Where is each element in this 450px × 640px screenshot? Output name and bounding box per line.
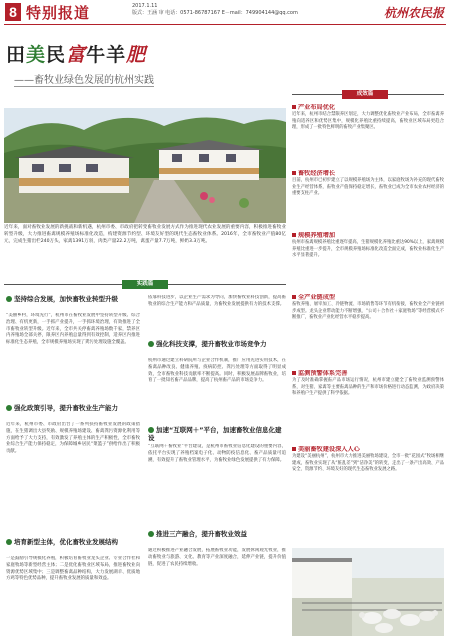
subheading-3: 培育新型主体，优化畜牧业发展结构 [6, 538, 140, 546]
subheading-4: 强化科技支撑，提升畜牧业市场竞争力 [148, 340, 286, 348]
article-body-3: 一是鼓励引导规模化养殖，积极培育畜牧业龙头企业、专业合作社和家庭牧场等新型经营主体；二是优化畜牧业区域布局，推进畜牧业向资源优势区域集中；三是调整畜禽品种结构，大力发展湖羊、优质地方鸡等特色优势品种，提升畜牧业发展的质量和效益。 [6, 556, 140, 582]
header-divider [4, 24, 446, 25]
results-title-2: 畜牧经济增长 [292, 170, 444, 178]
bullet-icon [148, 427, 154, 433]
results-section-3 [292, 232, 444, 290]
bullet-icon [6, 296, 12, 302]
results-banner-label: 成效篇 [342, 90, 388, 99]
results-section-5 [292, 370, 444, 440]
results-body-4: 畜牧养殖、屠宰加工、冷链物流、市场销售等环节有机衔接，畜牧业全产业链初步成型。龙头企业带动能力不断增强，“公司＋合作社＋家庭牧场”等经营模式不断推广，畜牧业产业化经营水平稳步提高。 [292, 302, 444, 321]
section-title: 特别报道 [26, 4, 91, 22]
page-number: 8 [5, 3, 21, 21]
farm-photo-illustration [4, 108, 286, 223]
results-title-1: 产业布局优化 [292, 104, 444, 112]
article-body-5: “互联网＋畜牧业”平台建设，是杭州市畜牧业信息化建设的重要内容，依托平台实现了养殖档案电子化、动物防疫信息化、畜产品质量可追溯，有效提升了畜牧业管理水平，为畜牧业绿色发展提供了有力保障。 [148, 444, 286, 463]
results-title-5: 监测预警体系完善 [292, 370, 444, 378]
page-header [0, 0, 450, 30]
results-title-6: 美丽畜牧建设深入人心 [292, 446, 444, 454]
headline-main: 田美民富牛羊肥 [6, 44, 147, 66]
editor-line: 版式：王涵 审 电话：0571-86787167 E－mail：749904144@qq.com [132, 10, 298, 16]
subheading-1: 坚持综合发展，加快畜牧业转型升级 [6, 295, 140, 303]
farm-photo [4, 108, 286, 223]
issue-meta [132, 3, 298, 17]
results-section-1 [292, 104, 444, 166]
bullet-icon [6, 539, 12, 545]
article-body-4: 杭州市通过建立科研院所与企业合作机制，推广应用先进实用技术，在畜禽品种改良、健康养殖、疫病防控、粪污处理等方面取得了明显成效，全市畜牧业科技贡献率不断提高。同时，积极发展品牌畜牧业，培育了一批知名畜产品品牌，提高了杭州畜产品的市场竞争力。 [148, 358, 286, 384]
bullet-icon [6, 405, 12, 411]
headline [6, 40, 266, 100]
article-body-6: 通过积极推进产业融合发展，拓展畜牧业功能，发展休闲观光牧业，推动畜牧业与旅游、文化、教育等产业深度融合，延伸产业链，提升价值链，促进了农民持续增收。 [148, 548, 286, 567]
article-body-1: “美丽乡村，环境先行”，杭州市在畜牧业发展中坚持转型升级、综合治理、有机更新，一手抓产业提升，一手抓环境治理，有效推进了全市畜牧业转型升级。近年来，全市共关停畜禽养殖场数千家，禁养区内养殖场全部关停，限养区内养殖总量得到有效控制，适养区内推进标准化生态养殖，全市规模养殖场实现了粪污处理设施全覆盖。 [6, 313, 140, 346]
goats-photo [292, 548, 444, 636]
bullet-icon [148, 341, 154, 347]
issue-date: 2017.1.11 [132, 3, 158, 9]
article-intro: 依靠科技进步，以企业生产需求为导向，加快畜牧业科技创新，提高畜牧业的综合生产能力和产品质量，为畜牧业发展提供有力的技术支撑。 [148, 295, 286, 307]
article-body-2: 近年来，杭州市委、市政府出台了一系列扶持畜牧业发展的政策措施，在生猪调出大县奖励、规模养殖场建设、畜禽粪污资源化利用等方面给予了大力支持，有效激发了养殖主体的生产积极性，全市畜牧业综合生产能力保持稳定，为保障城乡居民“菜篮子”供给作出了积极贡献。 [6, 422, 140, 455]
results-section-2 [292, 170, 444, 228]
subheading-6: 推进三产融合，提升畜牧业效益 [148, 530, 286, 538]
bullet-icon [148, 531, 154, 537]
results-body-3: 杭州市畜禽规模养殖比重逐年提高，生猪规模化养殖比重达90%以上，家禽规模养殖比重进一步提升，全市规模养殖场标准化改造全面完成，畜牧业标准化生产水平显著提升。 [292, 240, 444, 259]
results-body-1: 近年来，杭州市结合禁限养区划定，大力调整优化畜牧业产业布局，全市畜禽养殖向适养区和优势区集中，规模化养殖比重持续提高，畜牧业区域布局更趋合理，形成了一批特色鲜明的畜牧产业集聚区。 [292, 112, 444, 131]
results-section-6 [292, 446, 444, 542]
results-section-4 [292, 294, 444, 364]
lead-paragraph: 近年来，面对畜牧业发展的新挑战和新机遇，杭州市委、市政府把转变畜牧业发展方式作为推进现代农业发展的重要内容，积极推进畜牧业转型升级，大力推进畜禽规模养殖场标准化改造，构建资源节约型、环境友好型的现代生态畜牧业体系。2016年，全市畜牧业产值80亿元，完成生猪出栏240万头，家禽1391万羽，肉类产量22.2万吨，禽蛋产量7.7万吨，鲜奶3.3万吨。 [4, 225, 286, 244]
practice-banner [4, 280, 286, 289]
subheading-2: 强化政策引导，提升畜牧业生产能力 [6, 404, 140, 412]
subheading-5: 加速“互联网＋”平台，加速畜牧业信息化建设 [148, 426, 282, 442]
results-body-2: 目前，杭州市已初步建立了以规模养殖场为主体，以家庭牧场为补充的现代畜牧业生产经营体系，畜牧业产值保持稳定增长，畜牧业已成为全市农业农村经济的重要支柱产业。 [292, 178, 444, 197]
goats-photo-illustration [292, 548, 444, 636]
results-body-5: 为了及时准确掌握畜产品市场运行情况，杭州市建立健全了畜牧业监测预警体系，对生猪、家禽等主要畜禽品种的生产和市场价格进行动态监测，为政府决策和养殖户生产提供了科学依据。 [292, 378, 444, 397]
results-title-3: 规模养殖增加 [292, 232, 444, 240]
headline-subtitle: ——畜牧业绿色发展的杭州实践 [14, 75, 154, 86]
practice-banner-label: 实践篇 [122, 280, 168, 289]
results-banner [292, 90, 444, 99]
results-title-4: 全产业链成型 [292, 294, 444, 302]
results-body-6: 为建设“美丽杭州”，杭州市大力推进美丽牧场建设，全市一批“花园式”牧场相继建成，畜牧业实现了从“脏乱差”到“洁净美”的转变，走出了一条产出高效、产品安全、资源节约、环境友好的现代生态畜牧业发展之路。 [292, 454, 444, 473]
newspaper-logo: 杭州农民报 [383, 6, 444, 20]
